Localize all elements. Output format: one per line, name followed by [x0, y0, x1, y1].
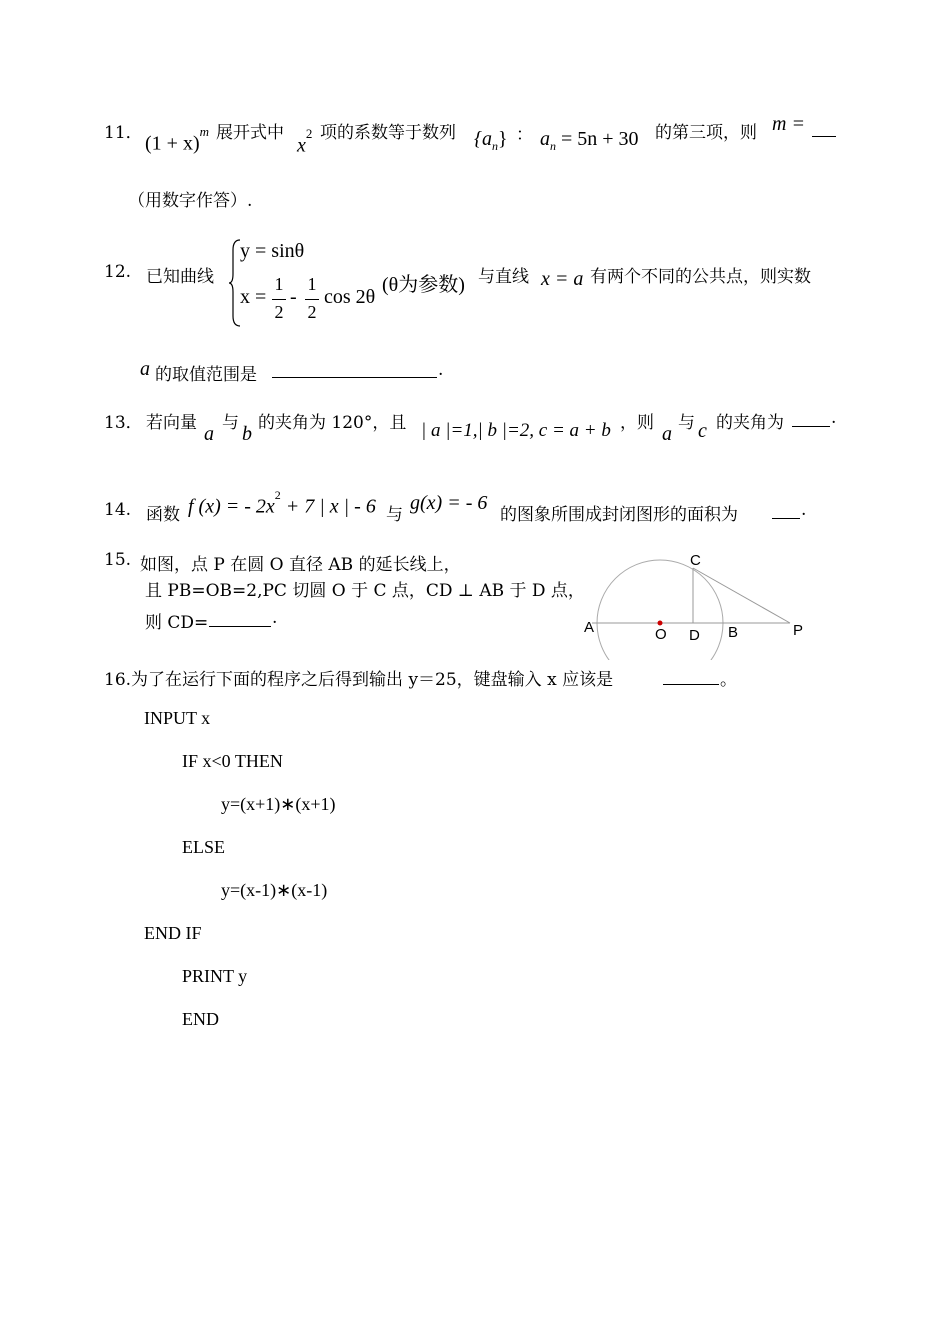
q14-text-2: 与	[386, 505, 403, 525]
q11-colon: ：	[516, 125, 533, 145]
q12-equation-1: y = sinθ	[240, 240, 305, 262]
q13-vector-c: c	[698, 420, 707, 442]
q13-vector-b: b	[242, 423, 252, 445]
q11-text-3: 的第三项，则	[655, 123, 757, 143]
q14-text-1: 函数	[146, 505, 180, 525]
q15-end: .	[272, 608, 278, 628]
label-c: C	[690, 552, 701, 569]
q15-line-2: 且 PB=OB=2,PC 切圆 O 于 C 点，CD ⊥ AB 于 D 点，	[145, 581, 585, 601]
code-line: PRINT y	[182, 966, 248, 986]
q16-text: 16.为了在运行下面的程序之后得到输出 y＝25，键盘输入 x 应该是	[104, 670, 614, 690]
q13-vector-a2: a	[662, 423, 672, 445]
label-d: D	[689, 627, 700, 644]
q12-end: .	[438, 360, 444, 380]
q12-text-2: 与直线	[478, 267, 529, 287]
q13-answer-blank[interactable]	[792, 426, 830, 427]
label-a: A	[584, 619, 595, 636]
q11-note: （用数字作答）.	[128, 191, 253, 211]
q11-answer-blank[interactable]	[812, 136, 836, 137]
q15-line-1: 如图，点 P 在圆 O 直径 AB 的延长线上，	[140, 555, 461, 575]
q16-answer-blank[interactable]	[663, 684, 719, 685]
q14-answer-blank[interactable]	[772, 518, 800, 519]
q16-end: 。	[720, 670, 737, 690]
q14-end: .	[801, 500, 807, 520]
q12-number: 12.	[104, 262, 132, 282]
code-line: END IF	[144, 923, 202, 943]
tangent-cp	[693, 568, 790, 623]
q12-var-a: a	[140, 358, 150, 380]
code-line: END	[182, 1009, 219, 1029]
label-b: B	[728, 624, 739, 641]
q13-text-2: 与	[222, 413, 239, 433]
circle-o	[597, 560, 723, 660]
q11-number: 11．	[104, 123, 143, 143]
q12-answer-blank[interactable]	[272, 377, 437, 378]
q11-sequence: $\{a_n\}$	[474, 128, 508, 153]
label-p: P	[793, 622, 804, 639]
q15-number: 15.	[104, 550, 132, 570]
q11-text-2: 项的系数等于数列	[320, 123, 456, 143]
q13-condition: | a |=1,| b |=2, c = a + b	[421, 420, 611, 441]
code-line: INPUT x	[144, 708, 211, 728]
q13-text-1: 若向量	[146, 413, 197, 433]
q15-geometry-figure	[570, 545, 810, 660]
code-line: IF x<0 THEN	[182, 751, 283, 771]
q12-text-4: 的取值范围是	[155, 365, 257, 385]
q14-text-3: 的图象所围成封闭图形的面积为	[500, 505, 738, 525]
q14-number: 14.	[104, 500, 132, 520]
q11-binomial: $(1 + x)^m$	[145, 124, 209, 155]
q14-g-expression: g(x) = - 6	[410, 492, 488, 514]
q13-text-3: 的夹角为 120°，且	[258, 413, 407, 433]
q11-term: $x^2$	[297, 126, 313, 157]
q11-m-equals: m =	[772, 113, 805, 135]
q13-text-6: 的夹角为	[716, 413, 784, 433]
code-line: ELSE	[182, 837, 225, 857]
q12-text-3: 有两个不同的公共点，则实数	[590, 267, 811, 287]
q11-text-1: 展开式中	[216, 123, 284, 143]
q12-parameter: (θ为参数)	[382, 274, 465, 296]
q11-formula: $a_n = 5n + 30$	[540, 128, 639, 153]
q13-vector-a: a	[204, 423, 214, 445]
code-line: y=(x+1)∗(x+1)	[221, 794, 336, 814]
center-point-o	[658, 621, 663, 626]
q14-f-expression: f (x) = - $2x^2 + 7$ | x | - 6	[188, 488, 376, 518]
q13-end: .	[831, 408, 837, 428]
label-o: O	[655, 626, 667, 643]
q13-text-4: ，则	[620, 413, 654, 433]
q15-answer-blank[interactable]	[209, 626, 271, 627]
q13-text-5: 与	[678, 413, 695, 433]
q15-line-3: 则 CD=	[145, 613, 209, 633]
q12-line-eq: x = a	[541, 268, 584, 290]
q12-text-1: 已知曲线	[146, 267, 214, 287]
q13-number: 13．	[104, 413, 143, 433]
code-line: y=(x-1)∗(x-1)	[221, 880, 328, 900]
